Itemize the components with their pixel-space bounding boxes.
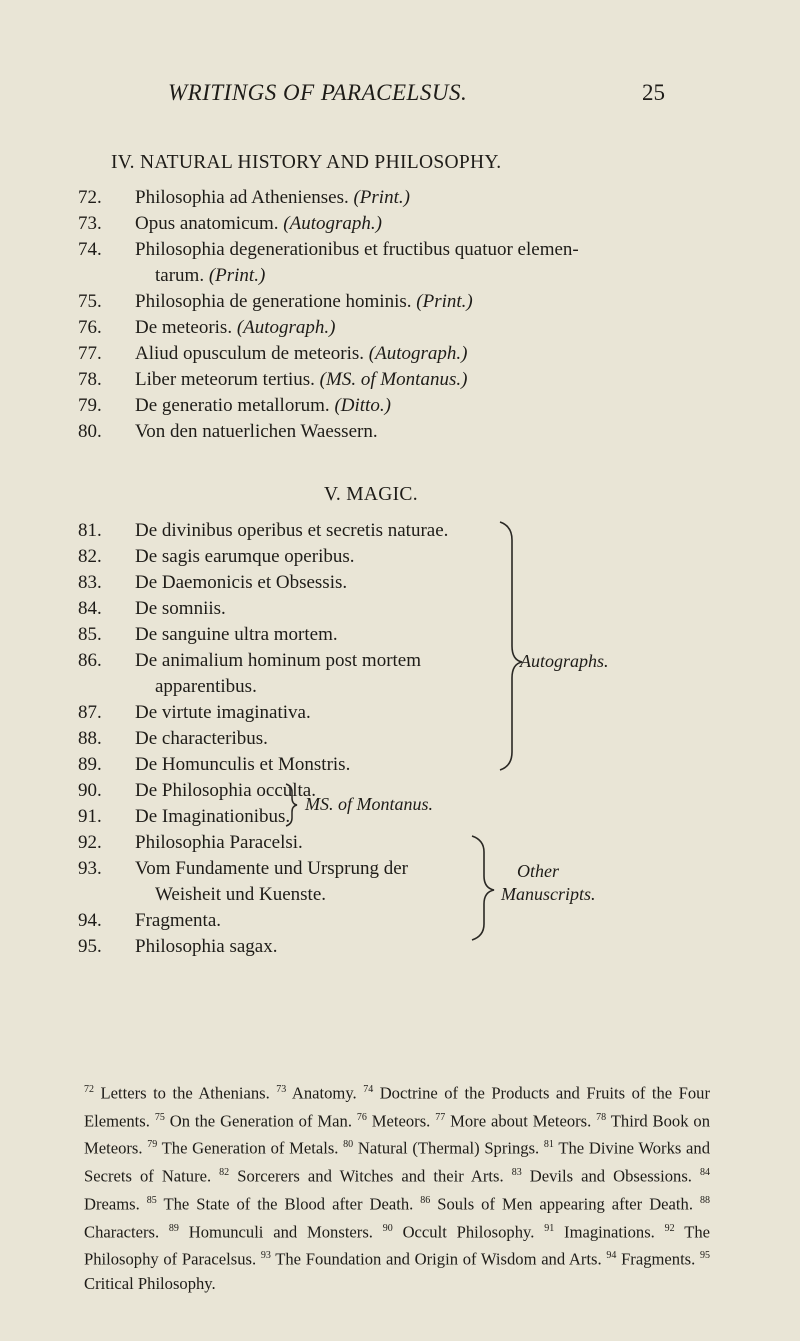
section-heading-magic: V. MAGIC.: [324, 484, 418, 505]
label-other: Other: [517, 861, 559, 881]
label-manuscripts: Manuscripts.: [501, 884, 596, 904]
page-number: 25: [642, 80, 665, 105]
list-item: 89. De Homunculis et Monstris.: [78, 754, 351, 775]
label-autographs: Autographs.: [520, 651, 609, 671]
brace-ms-montanus: [286, 784, 297, 826]
list-item: 80. Von den natuerlichen Waessern.: [78, 421, 378, 442]
list-item: 90. De Philosophia occulta.: [78, 780, 316, 801]
list-item: 77. Aliud opusculum de meteoris. (Autograph.): [78, 343, 468, 364]
list-item: 88. De characteribus.: [78, 728, 268, 749]
brace-other-manuscripts: [472, 836, 494, 940]
list-item: 83. De Daemonicis et Obsessis.: [78, 572, 348, 593]
list-item: 84. De somniis.: [78, 598, 226, 619]
list-item: 85. De sanguine ultra mortem.: [78, 624, 338, 645]
list-item: 95. Philosophia sagax.: [78, 936, 278, 957]
list-item: 79. De generatio metallorum. (Ditto.): [78, 395, 391, 416]
list-item: 94. Fragmenta.: [78, 910, 222, 931]
list-item: 78. Liber meteorum tertius. (MS. of Montanus.): [78, 369, 468, 390]
list-item: 75. Philosophia de generatione hominis. (Print.): [78, 291, 473, 312]
list-item: 73. Opus anatomicum. (Autograph.): [78, 213, 382, 234]
list-item: 82. De sagis earumque operibus.: [78, 546, 355, 567]
footnotes: $^{72}$ Letters to the Athenians. $^{73}$ Anatomy. $^{74}$ Doctrine of the Products and Fruits of the Four Elements. $^{75}$ On the Generation of Man. $^{76}$ Meteors. $^{77}$ More about Meteors. $^{78}$ Third Book on Meteors. $^{79}$ The Generation of Metals. $^{80}$ Natural (Thermal) Springs. $^{81}$ The Divine Works and Secrets of Nature. $^{82}$ Sorcerers and Witches and their Arts. $^{83}$ Devils and Obsessions. $^{84}$ Dreams. $^{85}$ The State of the Blood after Death. $^{86}$ Souls of Men appearing after Death. $^{88}$ Characters. $^{89}$ Homunculi and Monsters. $^{90}$ Occult Philosophy. $^{91}$ Imaginations. $^{92}$ The Philosophy of Paracelsus. $^{93}$ The Foundation and Origin of Wisdom and Arts. $^{94}$ Fragments. $^{95}$ Critical Philosophy.: [84, 1083, 711, 1294]
list-item: 92. Philosophia Paracelsi.: [78, 832, 303, 853]
list-item: 93. Vom Fundamente und Ursprung der Weisheit und Kuenste.: [78, 858, 409, 905]
list-item: 87. De virtute imaginativa.: [78, 702, 311, 723]
list-item: 74. Philosophia degenerationibus et fructibus quatuor elemen- tarum. (Print.): [78, 239, 579, 286]
list-item: 81. De divinibus operibus et secretis naturae.: [78, 520, 449, 541]
section-heading-natural-history: IV. NATURAL HISTORY AND PHILOSOPHY.: [111, 152, 502, 173]
running-header: WRITINGS OF PARACELSUS.: [168, 80, 468, 105]
list-item: 76. De meteoris. (Autograph.): [78, 317, 336, 338]
list-item: 86. De animalium hominum post mortem apparentibus.: [78, 650, 422, 697]
list-item: 72. Philosophia ad Athenienses. (Print.): [78, 187, 410, 208]
list-item: 91. De Imaginationibus.: [78, 806, 291, 827]
brace-autographs: [500, 522, 522, 770]
label-ms-montanus: MS. of Montanus.: [305, 794, 433, 814]
